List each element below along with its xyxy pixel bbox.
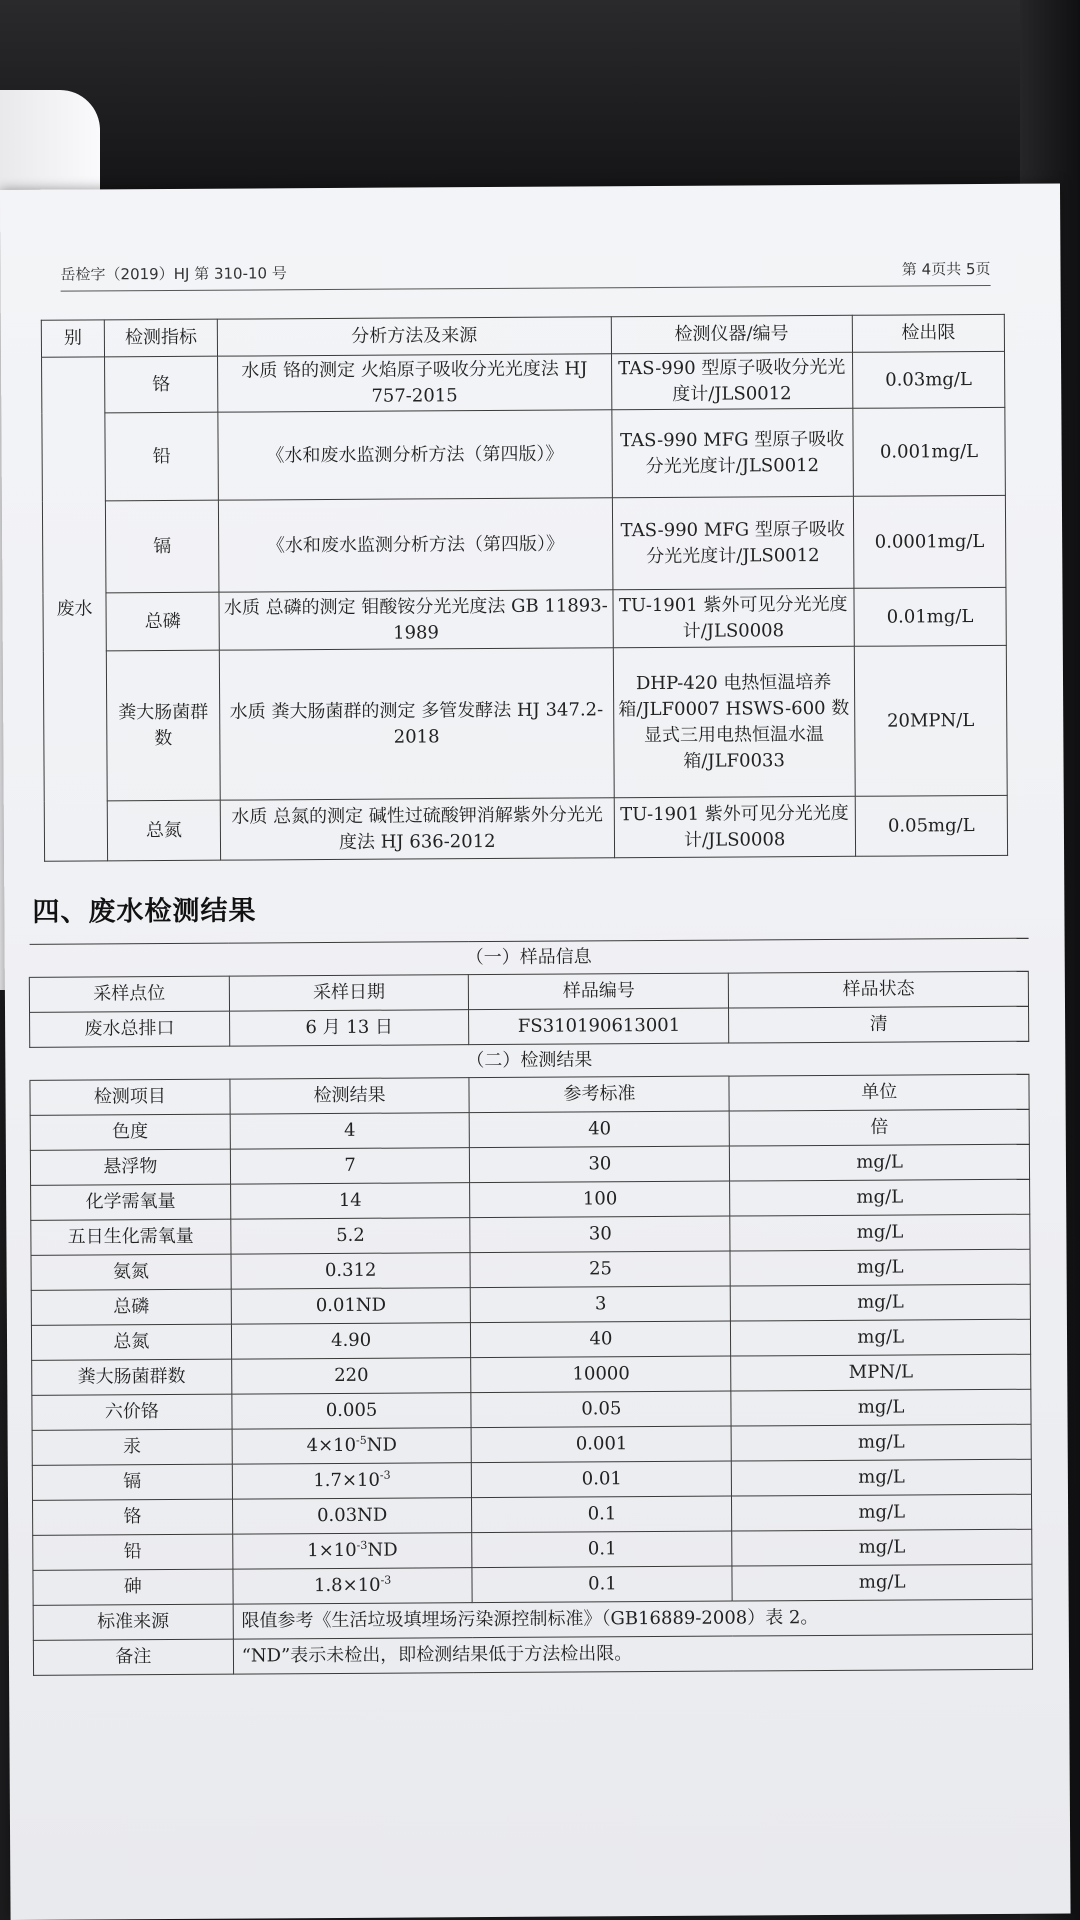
result-item: 五日生化需氧量: [31, 1219, 231, 1255]
result-value: [231, 1358, 471, 1394]
header-method: 分析方法及来源: [217, 317, 611, 356]
sample-point: 废水总排口: [30, 1011, 230, 1047]
table-row: [42, 495, 1006, 593]
result-unit: mg/L: [730, 1144, 1030, 1181]
result-value-exponent: -3: [380, 1573, 392, 1587]
result-standard: 40: [470, 1111, 730, 1148]
indicator-cell: 铬: [105, 356, 218, 413]
result-value-base: 0.03ND: [317, 1504, 388, 1527]
result-item: 铬: [33, 1499, 233, 1535]
result-value: [232, 1498, 472, 1534]
result-item: 化学需氧量: [31, 1184, 231, 1220]
limit-cell: 0.001mg/L: [853, 407, 1006, 496]
result-value-base: 1.8×10: [313, 1574, 381, 1597]
result-value-base: 0.01ND: [315, 1294, 387, 1317]
result-standard: 25: [470, 1251, 730, 1288]
result-unit: MPN/L: [731, 1354, 1031, 1391]
result-unit: mg/L: [730, 1179, 1030, 1216]
result-value: [232, 1463, 472, 1499]
header-instrument: 检测仪器/编号: [611, 315, 853, 353]
section-title: 四、废水检测结果: [32, 895, 257, 928]
result-standard: 0.1: [472, 1531, 732, 1568]
limit-cell: 0.0001mg/L: [853, 495, 1006, 588]
result-item: 镉: [32, 1464, 232, 1500]
indicator-cell: 总氮: [107, 800, 220, 861]
result-value: [230, 1113, 470, 1149]
result-value: [230, 1183, 470, 1219]
source-label: 标准来源: [33, 1604, 233, 1640]
table-row: [43, 645, 1007, 801]
document-number: 岳检字（2019）HJ 第 310-10 号: [60, 264, 287, 284]
result-value: [232, 1533, 472, 1569]
result-rows: [30, 1109, 1032, 1605]
result-value-suffix: ND: [367, 1539, 398, 1561]
result-value: [232, 1428, 472, 1464]
result-unit: mg/L: [731, 1424, 1031, 1461]
report-page: [0, 184, 1071, 1920]
result-unit: mg/L: [732, 1459, 1032, 1496]
result-standard: 30: [470, 1216, 730, 1253]
header-sample-state: 样品状态: [729, 971, 1029, 1008]
result-value-base: 7: [344, 1154, 356, 1176]
result-value-base: 4×10: [306, 1434, 357, 1457]
method-cell: 《水和废水监测分析方法（第四版）》: [218, 498, 612, 592]
page-header: [60, 258, 990, 292]
note-text: “ND”表示未检出，即检测结果低于方法检出限。: [233, 1634, 1032, 1674]
result-item: 铅: [33, 1534, 233, 1570]
result-value: [231, 1218, 471, 1254]
indicator-cell: 粪大肠菌群数: [106, 650, 220, 801]
limit-cell: 0.03mg/L: [852, 351, 1005, 408]
result-unit: mg/L: [732, 1564, 1032, 1601]
result-item: 总磷: [31, 1289, 231, 1325]
result-value: [233, 1568, 473, 1604]
result-standard: 0.05: [471, 1391, 731, 1428]
instrument-cell: TAS-990 MFG 型原子吸收分光光度计/JLS0012: [611, 408, 853, 497]
note-row: [33, 1634, 1032, 1675]
method-cell: 水质 粪大肠菌群的测定 多管发酵法 HJ 347.2-2018: [219, 648, 613, 800]
result-standard: 30: [470, 1146, 730, 1183]
result-item: 总氮: [31, 1324, 231, 1360]
header-item: 检测项目: [30, 1079, 230, 1115]
result-unit: mg/L: [730, 1249, 1030, 1286]
result-unit: 倍: [729, 1109, 1029, 1146]
method-cell: 水质 铬的测定 火焰原子吸收分光光度法 HJ 757-2015: [218, 354, 612, 412]
header-sample-id: 样品编号: [469, 973, 729, 1010]
result-value-exponent: -3: [356, 1538, 368, 1552]
header-unit: 单位: [729, 1074, 1029, 1111]
result-unit: mg/L: [732, 1494, 1032, 1531]
limit-cell: 0.05mg/L: [855, 795, 1008, 856]
result-item: 悬浮物: [30, 1149, 230, 1185]
instrument-cell: DHP-420 电热恒温培养箱/JLF0007 HSWS-600 数显式三用电热恒温水温箱/JLF0033: [613, 646, 855, 797]
sample-id: FS310190613001: [469, 1008, 729, 1045]
methods-header-row: [41, 314, 1004, 357]
header-indicator: 检测指标: [104, 319, 217, 357]
result-item: 六价铬: [32, 1394, 232, 1430]
result-standard: 0.01: [472, 1461, 732, 1498]
instrument-cell: TAS-990 MFG 型原子吸收分光光度计/JLS0012: [612, 496, 854, 589]
sample-info-caption: （一）样品信息: [29, 938, 1028, 977]
instrument-cell: TU-1901 紫外可见分光光度计/JLS0008: [612, 588, 854, 647]
header-sample-point: 采样点位: [29, 976, 229, 1012]
result-value-base: 1.7×10: [313, 1469, 380, 1492]
result-item: 汞: [32, 1429, 232, 1465]
result-value-exponent: -5: [355, 1433, 367, 1447]
source-text: 限值参考《生活垃圾填埋场污染源控制标准》（GB16889-2008）表 2。: [233, 1599, 1032, 1639]
sample-date: 6 月 13 日: [229, 1010, 469, 1046]
header-category: 别: [41, 320, 104, 357]
indicator-cell: 镉: [105, 500, 219, 593]
sample-state: 清: [729, 1006, 1029, 1043]
header-sample-date: 采样日期: [229, 975, 469, 1011]
result-standard: 40: [471, 1321, 731, 1358]
results-caption: （二）检测结果: [30, 1041, 1029, 1080]
result-item: 粪大肠菌群数: [32, 1359, 232, 1395]
result-value-base: 220: [334, 1364, 369, 1386]
result-standard: 0.1: [472, 1496, 732, 1533]
category-cell: 废水: [42, 357, 108, 861]
note-label: 备注: [33, 1639, 233, 1675]
result-value-base: 14: [338, 1189, 362, 1211]
page-number: 第 4页共 5页: [901, 259, 991, 279]
result-item: 色度: [30, 1114, 230, 1150]
result-standard: 0.001: [472, 1426, 732, 1463]
result-value-base: 0.312: [324, 1259, 377, 1282]
result-standard: 10000: [471, 1356, 731, 1393]
header-result: 检测结果: [230, 1078, 470, 1114]
result-standard: 0.1: [472, 1566, 732, 1603]
result-item: 砷: [33, 1569, 233, 1605]
method-cell: 水质 总磷的测定 钼酸铵分光光度法 GB 11893-1989: [219, 590, 613, 650]
instrument-cell: TAS-990 型原子吸收分光光度计/JLS0012: [611, 352, 853, 409]
result-value: [232, 1393, 472, 1429]
desk-background: [0, 0, 1080, 200]
results-table: [29, 938, 1033, 1676]
result-standard: 100: [470, 1181, 730, 1218]
method-cell: 水质 总氮的测定 碱性过硫酸钾消解紫外分光光度法 HJ 636-2012: [220, 798, 614, 860]
result-value-base: 4: [344, 1119, 356, 1141]
result-value: [231, 1323, 471, 1359]
header-standard: 参考标准: [469, 1076, 729, 1113]
table-row: [43, 587, 1006, 651]
result-unit: mg/L: [731, 1389, 1031, 1426]
result-standard: 3: [471, 1286, 731, 1323]
header-limit: 检出限: [852, 314, 1004, 352]
methods-table: [41, 314, 1008, 862]
result-value-base: 1×10: [307, 1539, 357, 1562]
result-value-base: 0.005: [325, 1399, 378, 1422]
table-row: [42, 407, 1006, 501]
result-unit: mg/L: [730, 1214, 1030, 1251]
result-unit: mg/L: [731, 1284, 1031, 1321]
result-value-suffix: ND: [366, 1434, 398, 1456]
result-unit: mg/L: [731, 1319, 1031, 1356]
instrument-cell: TU-1901 紫外可见分光光度计/JLS0008: [614, 796, 856, 857]
result-value: [231, 1253, 471, 1289]
table-row: [42, 351, 1005, 413]
result-value-base: 5.2: [336, 1224, 365, 1246]
result-value-base: 4.90: [331, 1329, 372, 1351]
result-unit: mg/L: [732, 1529, 1032, 1566]
table-row: [44, 795, 1007, 861]
limit-cell: 0.01mg/L: [854, 587, 1007, 646]
limit-cell: 20MPN/L: [854, 645, 1007, 796]
indicator-cell: 铅: [105, 412, 219, 501]
result-value-exponent: -3: [379, 1468, 391, 1482]
indicator-cell: 总磷: [106, 592, 219, 651]
result-item: 氨氮: [31, 1254, 231, 1290]
method-cell: 《水和废水监测分析方法（第四版）》: [218, 410, 612, 500]
result-value: [230, 1148, 470, 1184]
result-value: [231, 1288, 471, 1324]
